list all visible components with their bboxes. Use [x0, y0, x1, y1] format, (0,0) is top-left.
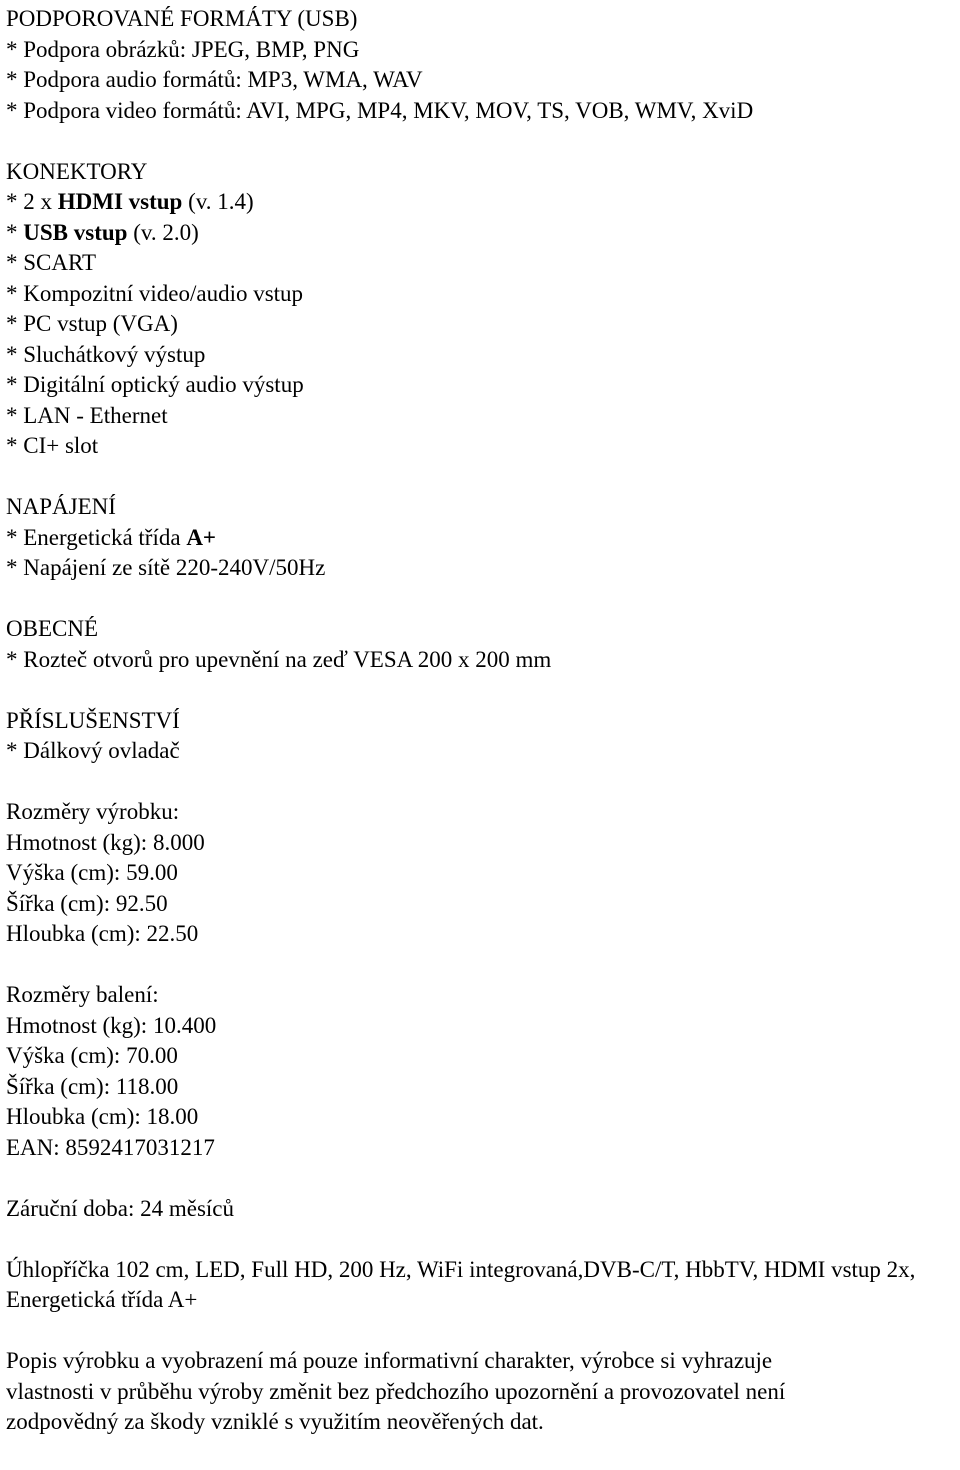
connector-item-headphones: * Sluchátkový výstup	[6, 341, 206, 367]
format-item-images: * Podpora obrázků: JPEG, BMP, PNG	[6, 36, 360, 62]
energy-class-prefix: * Energetická třída	[6, 524, 187, 550]
package-width: Šířka (cm): 118.00	[6, 1073, 179, 1099]
product-summary: Úhlopříčka 102 cm, LED, Full HD, 200 Hz, WiFi integrovaná,DVB-C/T, HbbTV, HDMI vstup 2x, Energetická třída A+	[6, 1256, 916, 1312]
warranty: Záruční doba: 24 měsíců	[6, 1195, 235, 1221]
connector-hdmi-suffix: (v. 1.4)	[182, 189, 254, 214]
connector-item-composite: * Kompozitní video/audio vstup	[6, 280, 304, 306]
connector-item-vga: * PC vstup (VGA)	[6, 311, 178, 336]
energy-class-value: A+	[186, 524, 217, 550]
ean-code: EAN: 8592417031217	[6, 1134, 215, 1160]
general-heading: OBECNÉ	[6, 616, 98, 641]
spacer	[6, 767, 956, 798]
format-item-audio: * Podpora audio formátů: MP3, WMA, WAV	[6, 67, 423, 92]
connector-item-optical: * Digitální optický audio výstup	[6, 372, 304, 397]
spacer	[6, 1163, 956, 1194]
spacer	[6, 950, 956, 981]
connector-item-scart: * SCART	[6, 250, 97, 275]
spacer	[6, 675, 956, 706]
disclaimer: Popis výrobku a vyobrazení má pouze informativní charakter, výrobce si vyhrazuje vlastnosti v průběhu výroby změnit bez předchozího upozornění a provozovatel není zodpovědný za škody vzniklé s využitím neověřených dat.	[6, 1348, 786, 1434]
package-weight: Hmotnost (kg): 10.400	[6, 1012, 217, 1038]
connector-item-usb	[6, 218, 956, 249]
product-width: Šířka (cm): 92.50	[6, 890, 168, 916]
connector-hdmi-bold: HDMI vstup	[57, 189, 183, 214]
general-vesa: * Rozteč otvorů pro upevnění na zeď VESA 200 x 200 mm	[6, 646, 552, 672]
connector-usb-suffix: (v. 2.0)	[127, 219, 199, 245]
package-dimensions-heading: Rozměry balení:	[6, 982, 159, 1007]
product-height: Výška (cm): 59.00	[6, 860, 178, 885]
product-weight: Hmotnost (kg): 8.000	[6, 829, 205, 855]
power-heading: NAPÁJENÍ	[6, 494, 116, 519]
connector-item-ci: * CI+ slot	[6, 433, 99, 458]
formats-heading: PODPOROVANÉ FORMÁTY (USB)	[6, 6, 358, 31]
connector-usb-prefix: *	[6, 219, 24, 245]
spacer	[6, 126, 956, 157]
product-dimensions-heading: Rozměry výrobku:	[6, 799, 180, 824]
connector-usb-bold: USB vstup	[23, 219, 128, 245]
connectors-heading: KONEKTORY	[6, 158, 148, 184]
spacer	[6, 462, 956, 493]
spacer	[6, 584, 956, 615]
connector-hdmi-prefix: * 2 x	[6, 189, 58, 214]
spec-document	[6, 4, 956, 1438]
spacer	[6, 1224, 956, 1255]
accessory-remote: * Dálkový ovladač	[6, 738, 180, 763]
package-depth: Hloubka (cm): 18.00	[6, 1104, 199, 1129]
accessories-heading: PŘÍSLUŠENSTVÍ	[6, 707, 180, 733]
connector-item-lan: * LAN - Ethernet	[6, 402, 168, 428]
format-item-video: * Podpora video formátů: AVI, MPG, MP4, MKV, MOV, TS, VOB, WMV, XviD	[6, 97, 754, 123]
connector-item-hdmi	[6, 187, 956, 218]
package-height: Výška (cm): 70.00	[6, 1043, 178, 1068]
power-energy-class	[6, 523, 956, 554]
spacer	[6, 1316, 956, 1347]
power-supply: * Napájení ze sítě 220-240V/50Hz	[6, 555, 326, 580]
product-depth: Hloubka (cm): 22.50	[6, 921, 199, 946]
